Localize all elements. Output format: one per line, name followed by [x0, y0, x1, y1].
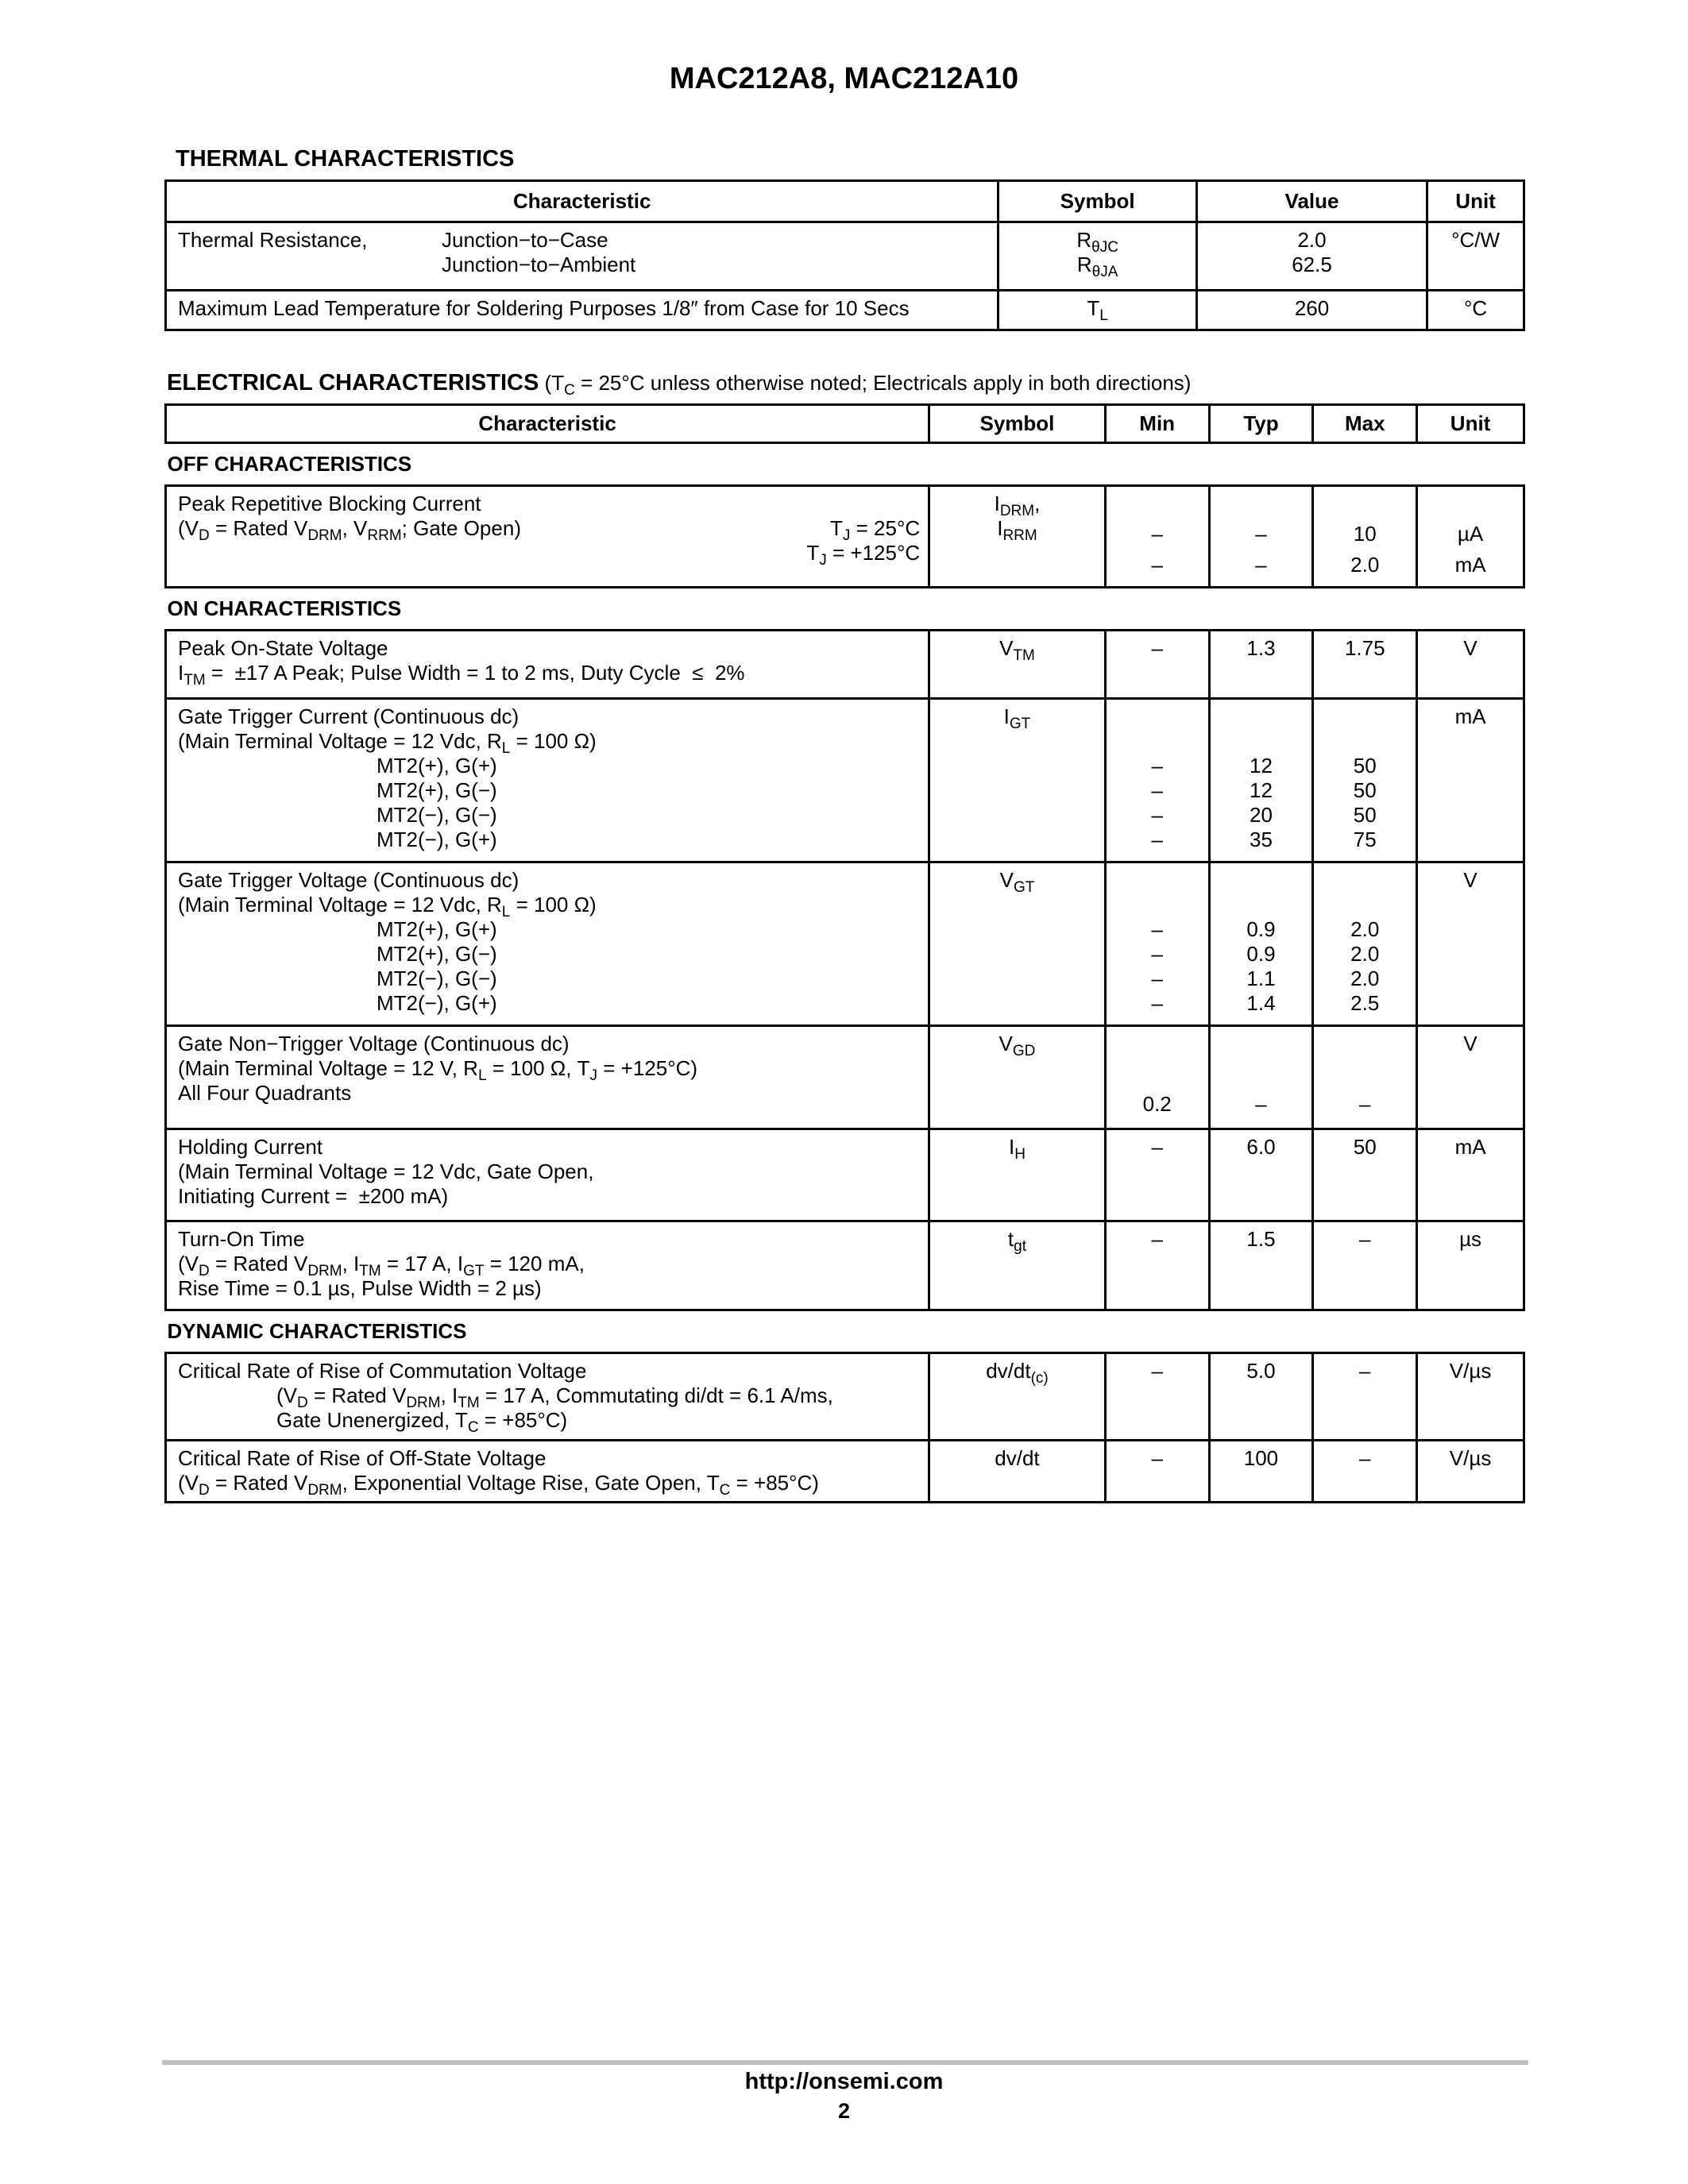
unit-cell: V [1417, 1026, 1524, 1129]
characteristic-cell [166, 631, 929, 699]
table-row [166, 1441, 1524, 1503]
characteristic-cell [166, 1221, 929, 1310]
symbol-cell: $dv/dt_{(c)}$ [929, 1353, 1106, 1441]
typ-cell: 12 12 20 35 [1209, 699, 1313, 862]
typ-cell: – – [1209, 486, 1313, 588]
value-cell: 260 [1196, 291, 1427, 330]
typ-cell: 1.5 [1209, 1221, 1313, 1310]
characteristic-cell [166, 1353, 929, 1441]
characteristic-condition: (Main Terminal Voltage = 12 Vdc, $R_L = 100$ Ω) [178, 893, 597, 920]
max-cell: 2.0 2.0 2.0 2.5 [1313, 862, 1417, 1026]
min-cell: – [1105, 1353, 1209, 1441]
on-characteristics-subheader [166, 588, 1524, 631]
col-header-characteristic: Characteristic [166, 181, 999, 222]
table-row [166, 1129, 1524, 1221]
unit-cell: µs [1417, 1221, 1524, 1310]
unit-cell: mA [1417, 699, 1524, 862]
tj-condition: $T_J = +125^\circ C$ [806, 541, 921, 569]
subheader-text: ON CHARACTERISTICS [166, 588, 1524, 631]
min-cell: – [1105, 1129, 1209, 1221]
max-cell: – [1313, 1221, 1417, 1310]
quadrant-label: MT2(+), G(−) [377, 942, 497, 966]
off-characteristics-subheader [166, 443, 1524, 486]
symbol-text: R [1076, 253, 1092, 276]
min-cell: – [1105, 631, 1209, 699]
dynamic-characteristics-subheader [166, 1310, 1524, 1353]
table-row [166, 631, 1524, 699]
characteristic-text: Holding Current [178, 1135, 323, 1159]
characteristic-cell: Maximum Lead Temperature for Soldering Purposes 1/8″ from Case for 10 Secs [166, 291, 999, 330]
symbol-cell: $V_{TM}$ [929, 631, 1106, 699]
characteristic-condition: (Main Terminal Voltage = 12 Vdc, Gate Open, [178, 1160, 594, 1183]
value-cell [1196, 222, 1427, 291]
quadrant-label: MT2(−), G(−) [377, 967, 497, 990]
quadrant-label: MT2(−), G(+) [377, 991, 497, 1015]
symbol-cell: $I_{GT}$ [929, 699, 1106, 862]
symbol-cell: $I_{DRM}$, $I_{RRM}$ [929, 486, 1106, 588]
typ-cell: 100 [1209, 1441, 1313, 1503]
unit-cell: V/µs [1417, 1441, 1524, 1503]
electrical-note: ($T_C = 25^\circ C$ unless otherwise noted; Electricals apply in both directions) [539, 371, 1192, 399]
characteristic-cell [166, 1129, 929, 1221]
subheader-text: DYNAMIC CHARACTERISTICS [166, 1310, 1524, 1353]
characteristic-condition: ($V_D$ = Rated $V_{DRM}$, $I_{TM} = 17$ A, Commutating di/dt = 6.1 A/ms, [276, 1383, 833, 1411]
subheader-text: OFF CHARACTERISTICS [166, 443, 1524, 486]
typ-cell: 5.0 [1209, 1353, 1313, 1441]
unit-cell: V [1417, 862, 1524, 1026]
min-cell: – – – – [1105, 699, 1209, 862]
symbol-subscript: L [1099, 307, 1108, 324]
table-row [166, 1353, 1524, 1441]
characteristic-cell [166, 222, 999, 291]
typ-cell: 1.3 [1209, 631, 1313, 699]
characteristic-text: Gate Trigger Voltage (Continuous dc) [178, 868, 520, 892]
value-text: 2.0 [1297, 228, 1327, 252]
symbol-cell: dv/dt [929, 1441, 1106, 1503]
thermal-section-title: THERMAL CHARACTERISTICS [176, 146, 515, 172]
unit-cell: V/µs [1417, 1353, 1524, 1441]
characteristic-cell [166, 1441, 929, 1503]
characteristic-text: Critical Rate of Rise of Off-State Voltage [178, 1446, 547, 1470]
symbol-cell: $V_{GT}$ [929, 862, 1106, 1026]
characteristic-condition: (Main Terminal Voltage = 12 V, $R_L = 100$ Ω, $T_J = +125^\circ C$) [178, 1056, 698, 1084]
col-header-unit: Unit [1427, 181, 1524, 222]
col-header-symbol: Symbol [999, 181, 1197, 222]
max-cell: 50 50 50 75 [1313, 699, 1417, 862]
col-header-characteristic: Characteristic [166, 405, 929, 443]
col-header-max: Max [1313, 405, 1417, 443]
max-cell: – [1313, 1026, 1417, 1129]
unit-cell: V [1417, 631, 1524, 699]
table-row [166, 1221, 1524, 1310]
characteristic-text: Gate Trigger Current (Continuous dc) [178, 704, 520, 728]
col-header-min: Min [1105, 405, 1209, 443]
electrical-title-text: ELECTRICAL CHARACTERISTICS [167, 370, 539, 396]
table-row [166, 222, 1524, 291]
sub-characteristic: Junction−to−Ambient [442, 253, 636, 276]
unit-cell: mA [1417, 1129, 1524, 1221]
characteristic-cell [166, 699, 929, 862]
thermal-table [164, 179, 1525, 331]
unit-cell: °C/W [1427, 222, 1524, 291]
page-title: MAC212A8, MAC212A10 [669, 62, 1019, 95]
symbol-subscript: θJC [1091, 239, 1118, 256]
typ-cell: 6.0 [1209, 1129, 1313, 1221]
table-row [166, 291, 1524, 330]
characteristic-text: Gate Non−Trigger Voltage (Continuous dc) [178, 1032, 570, 1055]
min-cell: 0.2 [1105, 1026, 1209, 1129]
table-row [166, 486, 1524, 588]
typ-cell: – [1209, 1026, 1313, 1129]
min-cell: – [1105, 1441, 1209, 1503]
characteristic-cell [166, 1026, 929, 1129]
max-cell: – [1313, 1353, 1417, 1441]
electrical-section-title [167, 370, 1192, 399]
tj-condition: $T_J = 25^\circ C$ [830, 516, 921, 544]
characteristic-text: Peak On-State Voltage [178, 636, 388, 660]
table-row [166, 1026, 1524, 1129]
min-cell: – [1105, 1221, 1209, 1310]
unit-cell: °C [1427, 291, 1524, 330]
min-cell: – – – – [1105, 862, 1209, 1026]
footer-divider [162, 2060, 1528, 2065]
electrical-header-row [166, 405, 1524, 443]
electrical-table [164, 403, 1525, 1503]
characteristic-text: Peak Repetitive Blocking Current [178, 492, 481, 515]
characteristic-condition: ($V_D$ = Rated $V_{DRM}$, $V_{RRM}$; Gate Open) [178, 516, 521, 544]
value-text: 62.5 [1292, 253, 1332, 276]
characteristic-cell [166, 486, 929, 588]
thermal-header-row [166, 181, 1524, 222]
symbol-cell: $I_H$ [929, 1129, 1106, 1221]
characteristic-condition: All Four Quadrants [178, 1081, 352, 1105]
symbol-text: R [1076, 228, 1092, 252]
characteristic-text: Turn-On Time [178, 1227, 305, 1251]
col-header-typ: Typ [1209, 405, 1313, 443]
col-header-value: Value [1196, 181, 1427, 222]
footer-url-link[interactable]: http://onsemi.com [744, 2069, 944, 2094]
max-cell: 1.75 [1313, 631, 1417, 699]
characteristic-text: Critical Rate of Rise of Commutation Voltage [178, 1359, 587, 1383]
quadrant-label: MT2(+), G(+) [377, 917, 497, 941]
quadrant-label: MT2(−), G(+) [377, 828, 497, 851]
page-number: 2 [837, 2099, 851, 2123]
quadrant-label: MT2(+), G(+) [377, 754, 497, 778]
max-cell: 50 [1313, 1129, 1417, 1221]
symbol-cell: $V_{GD}$ [929, 1026, 1106, 1129]
typ-cell: 0.9 0.9 1.1 1.4 [1209, 862, 1313, 1026]
quadrant-label: MT2(+), G(−) [377, 778, 497, 802]
unit-cell: µA mA [1417, 486, 1524, 588]
characteristic-condition: ($V_D$ = Rated $V_{DRM}$, $I_{TM} = 17$ A, $I_{GT} = 120$ mA, [178, 1252, 585, 1279]
characteristic-condition: ($V_D$ = Rated $V_{DRM}$, Exponential Voltage Rise, Gate Open, $T_C = +85^\circ C$) [178, 1471, 819, 1499]
characteristic-text: Thermal Resistance, [178, 228, 368, 252]
table-row [166, 862, 1524, 1026]
characteristic-condition: (Main Terminal Voltage = 12 Vdc, $R_L = 100$ Ω) [178, 729, 597, 757]
characteristic-condition: $I_{TM} = \pm 17$ A Peak; Pulse Width = 1 to 2 ms, Duty Cycle ≤ 2% [178, 661, 745, 689]
symbol-cell: $t_{gt}$ [929, 1221, 1106, 1310]
symbol-subscript: θJA [1091, 264, 1118, 280]
characteristic-cell [166, 862, 929, 1026]
sub-characteristic: Junction−to−Case [442, 228, 608, 252]
characteristic-condition: Gate Unenergized, $T_C = +85^\circ C$) [276, 1408, 568, 1436]
symbol-cell [999, 222, 1197, 291]
min-cell: – – [1105, 486, 1209, 588]
characteristic-condition: Initiating Current = ±200 mA) [178, 1184, 449, 1208]
col-header-unit: Unit [1417, 405, 1524, 443]
symbol-text: T [1087, 296, 1100, 320]
quadrant-label: MT2(−), G(−) [377, 803, 497, 827]
max-cell: 10 2.0 [1313, 486, 1417, 588]
max-cell: – [1313, 1441, 1417, 1503]
col-header-symbol: Symbol [929, 405, 1106, 443]
table-row [166, 699, 1524, 862]
symbol-cell [999, 291, 1197, 330]
characteristic-condition: Rise Time = 0.1 µs, Pulse Width = 2 µs) [178, 1276, 542, 1300]
